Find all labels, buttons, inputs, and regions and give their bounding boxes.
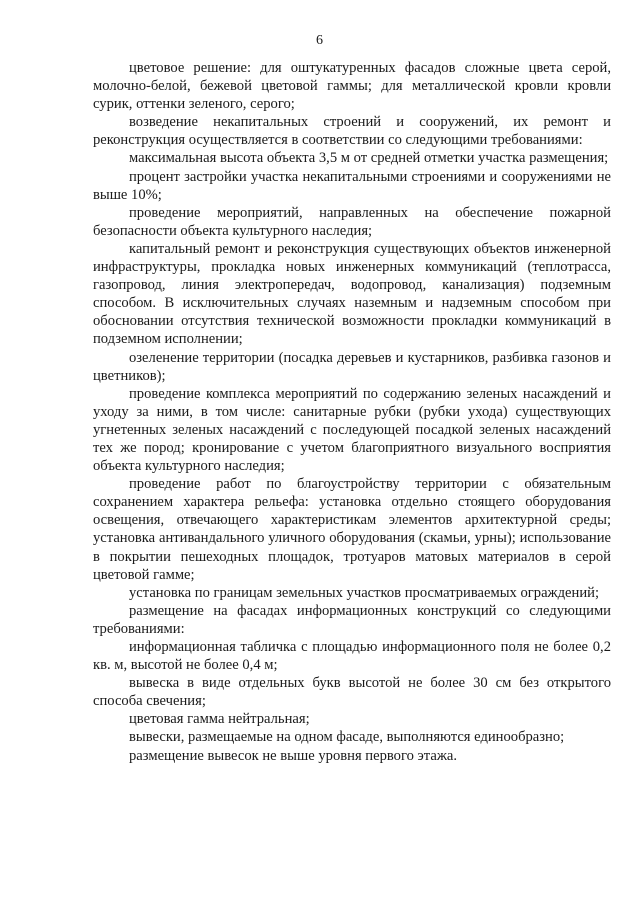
paragraph-temporary-structures: возведение некапитальных строений и сооружений, их ремонт и реконструкция осуществляется в соответствии со следующими требованиями: bbox=[93, 114, 611, 149]
paragraph-fences: установка по границам земельных участков просматриваемых ограждений; bbox=[129, 584, 600, 601]
paragraph-information-structures: размещение на фасадах информационных конструкций со следующими требованиями: bbox=[93, 602, 611, 637]
paragraph-improvement-works: проведение работ по благоустройству территории с обязательным сохранением характера рельефа: установка отдельно стоящего оборудования освещения, отвечающего характеристикам элементов архитектурной среды; установка антивандального уличного оборудования (скамьи, урны); использование в покрытии пешеходных площадок, тротуаров матовых материалов в серой цветовой гамме; bbox=[93, 476, 611, 583]
paragraph-max-height: максимальная высота объекта 3,5 м от средней отметки участка размещения; bbox=[129, 150, 609, 167]
document-body bbox=[93, 59, 611, 765]
paragraph-landscaping: озеленение территории (посадка деревьев и кустарников, разбивка газонов и цветников); bbox=[93, 349, 611, 384]
paragraph-green-maintenance: проведение комплекса мероприятий по содержанию зеленых насаждений и уходу за ними, в том числе: санитарные рубки (рубки ухода) существующих угнетенных зеленых насаждений с последующей посадкой зеленых насаждений тех же пород; кронирование с учетом благоприятного визуального восприятия объекта культурного наследия; bbox=[93, 385, 611, 475]
paragraph-color-solution: цветовое решение: для оштукатуренных фасадов сложные цвета серой, молочно-белой, бежевой цветовой гаммы; для металлической кровли кровли сурик, оттенки зеленого, серого; bbox=[93, 60, 611, 113]
paragraph-neutral-colors: цветовая гамма нейтральная; bbox=[129, 711, 310, 728]
page-number: 6 bbox=[316, 33, 323, 48]
paragraph-building-percentage: процент застройки участка некапитальными строениями и сооружениями не выше 10%; bbox=[93, 168, 611, 203]
paragraph-fire-safety: проведение мероприятий, направленных на обеспечение пожарной безопасности объекта культурного наследия; bbox=[93, 204, 611, 239]
paragraph-information-plate: информационная табличка с площадью информационного поля не более 0,2 кв. м, высотой не более 0,4 м; bbox=[93, 639, 611, 674]
paragraph-uniform-signs: вывески, размещаемые на одном фасаде, выполняются единообразно; bbox=[129, 729, 565, 746]
paragraph-engineering-infrastructure: капитальный ремонт и реконструкция существующих объектов инженерной инфраструктуры, прокладка новых инженерных коммуникаций (теплотрасса, газопровод, линия электропередач, водопровод, канализация) подземным способом. В исключительных случаях наземным и надземным способом при обосновании отсутствия технической возможности прокладки коммуникаций в подземном исполнении; bbox=[93, 240, 611, 348]
paragraph-letter-signs: вывеска в виде отдельных букв высотой не более 30 см без открытого способа свечения; bbox=[93, 675, 611, 710]
paragraph-sign-placement: размещение вывесок не выше уровня первого этажа. bbox=[129, 747, 458, 764]
